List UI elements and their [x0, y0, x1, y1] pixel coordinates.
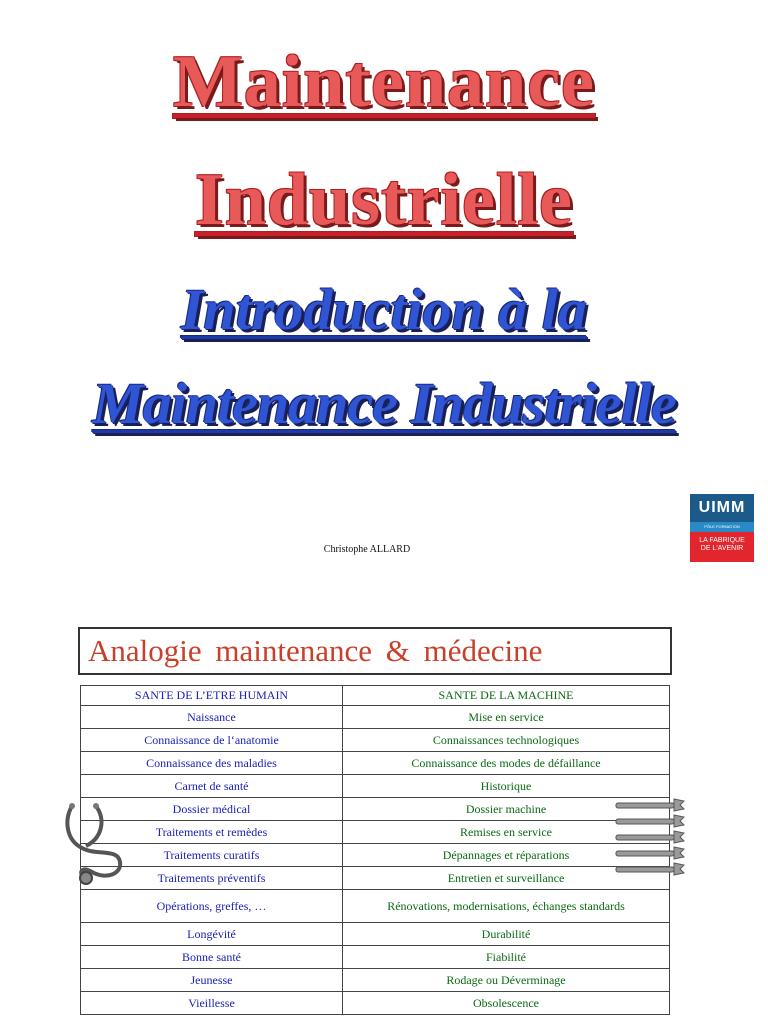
analogy-title: Analogie maintenance & médecine [88, 633, 543, 668]
machine-cell: Rodage ou Déverminage [343, 969, 670, 992]
human-cell: Opérations, greffes, … [81, 890, 343, 923]
machine-cell: Mise en service [343, 706, 670, 729]
stethoscope-icon [62, 800, 132, 885]
human-cell: Dossier médical [81, 798, 343, 821]
human-cell: Connaissance des maladies [81, 752, 343, 775]
logo-slogan [690, 532, 754, 562]
author-name: Christophe ALLARD [323, 544, 411, 555]
subtitle-introduction: Introduction à la [180, 277, 588, 342]
machine-cell: Durabilité [343, 923, 670, 946]
machine-cell: Connaissances technologiques [343, 729, 670, 752]
table-row [81, 729, 670, 752]
table-row [81, 923, 670, 946]
machine-cell: Remises en service [343, 821, 670, 844]
table-row [81, 844, 670, 867]
machine-cell: Obsolescence [343, 992, 670, 1015]
human-cell: Jeunesse [81, 969, 343, 992]
logo-slogan-line1: LA FABRIQUE [699, 537, 745, 544]
table-row [81, 821, 670, 844]
human-cell: Bonne santé [81, 946, 343, 969]
human-cell: Traitements curatifs [81, 844, 343, 867]
human-cell: Naissance [81, 706, 343, 729]
machine-cell: Fiabilité [343, 946, 670, 969]
table-row [81, 890, 670, 923]
table-header-row [81, 686, 670, 706]
machine-cell: Entretien et surveillance [343, 867, 670, 890]
analogy-table [80, 685, 670, 1015]
logo-brand: UIMM [690, 494, 754, 522]
machine-cell: Historique [343, 775, 670, 798]
table-row [81, 775, 670, 798]
subtitle-maintenance-industrielle: Maintenance Industrielle [92, 371, 676, 436]
table-row [81, 867, 670, 890]
table-row [81, 992, 670, 1015]
human-cell: Carnet de santé [81, 775, 343, 798]
human-cell: Traitements et remèdes [81, 821, 343, 844]
human-cell: Connaissance de l‘anatomie [81, 729, 343, 752]
human-cell: Traitements préventifs [81, 867, 343, 890]
human-cell: Longévité [81, 923, 343, 946]
title-maintenance: Maintenance [172, 41, 596, 123]
table-row [81, 946, 670, 969]
table-row [81, 752, 670, 775]
wrench-icon [610, 795, 690, 880]
logo-slogan-line2: DE L'AVENIR [700, 545, 744, 552]
table-row [81, 969, 670, 992]
machine-cell: Connaissance des modes de défaillance [343, 752, 670, 775]
table-row [81, 798, 670, 821]
title-industrielle: Industrielle [195, 159, 573, 241]
machine-cell: Dossier machine [343, 798, 670, 821]
machine-cell: Rénovations, modernisations, échanges standards [343, 890, 670, 923]
machine-cell: Dépannages et réparations [343, 844, 670, 867]
human-cell: Vieillesse [81, 992, 343, 1015]
logo-tagline: PÔLE FORMATION [690, 522, 754, 532]
table-row [81, 706, 670, 729]
header-machine: SANTE DE LA MACHINE [343, 686, 670, 706]
uimm-logo [690, 494, 754, 562]
analogy-title-box [78, 627, 672, 675]
header-human: SANTE DE L’ETRE HUMAIN [81, 686, 343, 706]
